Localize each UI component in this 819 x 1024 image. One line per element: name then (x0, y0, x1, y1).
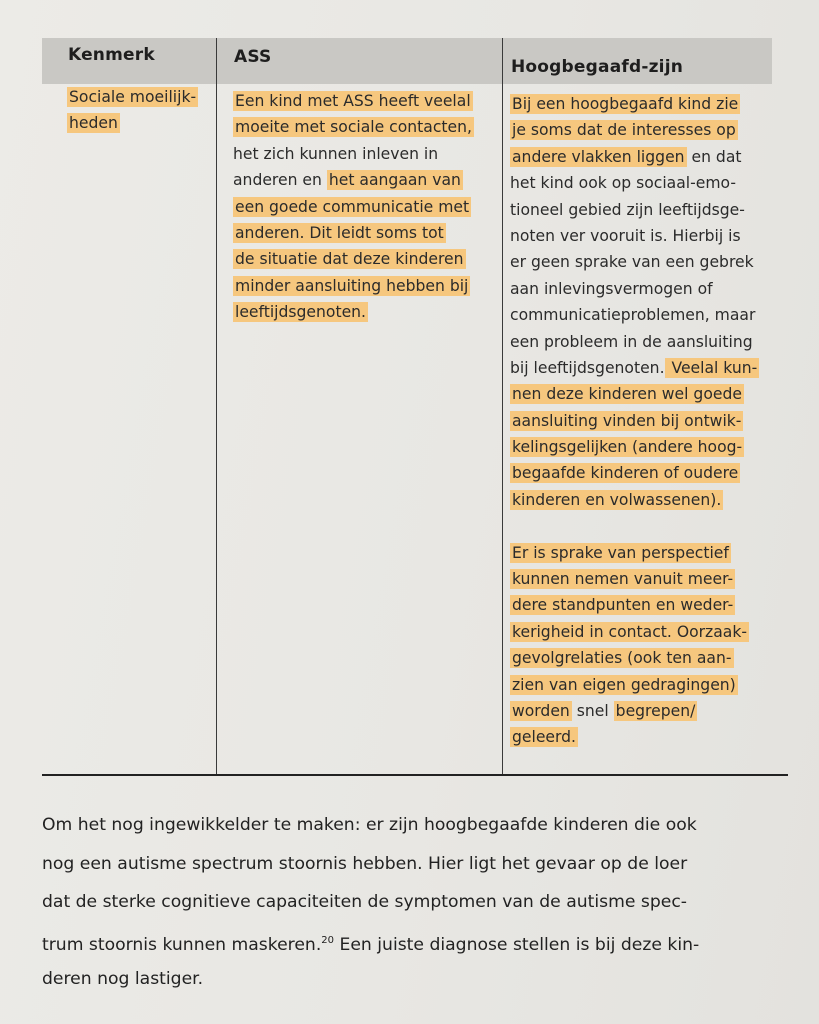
cell-text-line (510, 355, 759, 381)
paragraph-line: nog een autisme spectrum stoornis hebben. Hier ligt het gevaar op de loer (42, 853, 688, 874)
highlighted-text: kelingsgelijken (andere hoog- (512, 438, 743, 457)
footnote-ref: 20 (321, 934, 335, 946)
highlighted-text: leeftijdsgenoten. (235, 303, 367, 322)
highlighted-text: heden (69, 114, 118, 133)
highlighted-text: begaafde kinderen of oudere (512, 464, 739, 483)
highlighted-text: de situatie dat deze kinderen (235, 250, 464, 269)
header-kenmerk: Kenmerk (68, 45, 155, 65)
cell-text-line (233, 167, 474, 193)
cell-text-line (510, 460, 759, 486)
cell-text-line (233, 273, 474, 299)
column-divider-2 (502, 38, 503, 776)
body-paragraph (42, 806, 794, 999)
cell-text-line (510, 487, 759, 513)
highlighted-text: moeite met sociale contacten, (235, 118, 472, 137)
paragraph-line: deren nog lastiger. (42, 969, 204, 989)
cell-text-line (233, 141, 474, 167)
cell-text-line (510, 276, 759, 302)
plain-text: aan inlevingsvermogen of (510, 279, 713, 298)
cell-text-line (510, 249, 759, 275)
cell-text-line (510, 170, 759, 196)
paragraph-line-part: trum stoornis kunnen maskeren. (42, 934, 322, 955)
header-ass: ASS (234, 47, 272, 67)
highlighted-text: aansluiting vinden bij ontwik- (512, 411, 742, 430)
cell-text-line (233, 88, 474, 114)
highlighted-text: anderen. Dit leidt soms tot (235, 223, 444, 242)
plain-text: anderen en (233, 171, 327, 190)
plain-text: noten ver vooruit is. Hierbij is (510, 226, 741, 245)
paragraph-line-part: Een juiste diagnose stellen is bij deze kin- (334, 934, 700, 955)
highlighted-text: het aangaan van (328, 171, 461, 190)
cell-text-line (510, 698, 759, 724)
highlighted-text: Sociale moeilijk- (69, 88, 197, 106)
plain-text: en dat (686, 147, 742, 166)
highlighted-text: Een kind met ASS heeft veelal (235, 92, 471, 110)
highlighted-text: kerigheid in contact. Oorzaak- (512, 622, 747, 641)
cell-text-line (233, 299, 474, 325)
paragraph-line: dat de sterke cognitieve capaciteiten de symptomen van de autisme spec- (42, 892, 687, 912)
cell-ass (233, 88, 474, 326)
cell-text-line (510, 619, 759, 645)
paragraph-line (42, 922, 794, 961)
cell-text-line (510, 434, 759, 460)
cell-text-line (510, 672, 759, 698)
highlighted-text: dere standpunten en weder- (512, 596, 734, 615)
highlighted-text: kinderen en volwassenen). (512, 490, 722, 509)
highlighted-text: andere vlakken liggen (512, 147, 685, 166)
plain-text: het kind ook op sociaal-emo- (510, 174, 736, 193)
cell-text-line (233, 114, 474, 140)
comparison-table (42, 38, 772, 776)
cell-text-line (67, 84, 198, 110)
highlighted-text: geleerd. (512, 728, 577, 747)
cell-text-line (510, 592, 759, 618)
cell-text-line (233, 194, 474, 220)
highlighted-text: minder aansluiting hebben bij (235, 276, 469, 295)
highlighted-text: een goede communicatie met (235, 197, 470, 216)
cell-text-line (510, 302, 759, 328)
highlighted-text: je soms dat de interesses op (512, 121, 736, 140)
plain-text: tioneel gebied zijn leeftijdsge- (510, 200, 745, 219)
cell-text-line (510, 408, 759, 434)
highlighted-text: nen deze kinderen wel goede (512, 385, 742, 404)
cell-text-line (510, 540, 759, 566)
header-hoogbegaafd: Hoogbegaafd-zijn (511, 57, 684, 77)
blank-line (510, 513, 759, 539)
cell-text-line (510, 724, 759, 750)
cell-text-line (510, 117, 759, 143)
cell-text-line (510, 381, 759, 407)
plain-text: een probleem in de aansluiting (510, 332, 753, 351)
plain-text: er geen sprake van een gebrek (510, 253, 754, 272)
highlighted-text: begrepen/ (615, 701, 696, 720)
cell-text-line (233, 220, 474, 246)
plain-text: bij leeftijdsgenoten. (510, 358, 665, 377)
cell-text-line (510, 91, 759, 117)
table-bottom-rule (42, 774, 788, 776)
cell-text-line (510, 197, 759, 223)
column-divider-1 (216, 38, 217, 776)
highlighted-text: zien van eigen gedragingen) (512, 675, 736, 694)
cell-text-line (510, 566, 759, 592)
cell-text-line (67, 110, 198, 136)
cell-text-line (510, 329, 759, 355)
highlighted-text: gevolgrelaties (ook ten aan- (512, 649, 732, 668)
highlighted-text: Veelal kun- (666, 358, 758, 377)
cell-text-line (510, 144, 759, 170)
highlighted-text: Er is sprake van perspectief (512, 543, 729, 562)
plain-text: het zich kunnen inleven in (233, 144, 439, 163)
cell-text-line (510, 645, 759, 671)
plain-text: communicatieproblemen, maar (510, 306, 756, 325)
plain-text: snel (571, 701, 614, 720)
highlighted-text: Bij een hoogbegaafd kind zie (512, 95, 739, 113)
cell-text-line (510, 223, 759, 249)
highlighted-text: worden (512, 701, 570, 720)
highlighted-text: kunnen nemen vanuit meer- (512, 570, 734, 589)
cell-kenmerk (67, 84, 198, 137)
cell-text-line (233, 246, 474, 272)
cell-hoogbegaafd (510, 91, 759, 751)
paragraph-line: Om het nog ingewikkelder te maken: er zijn hoogbegaafde kinderen die ook (42, 815, 697, 835)
